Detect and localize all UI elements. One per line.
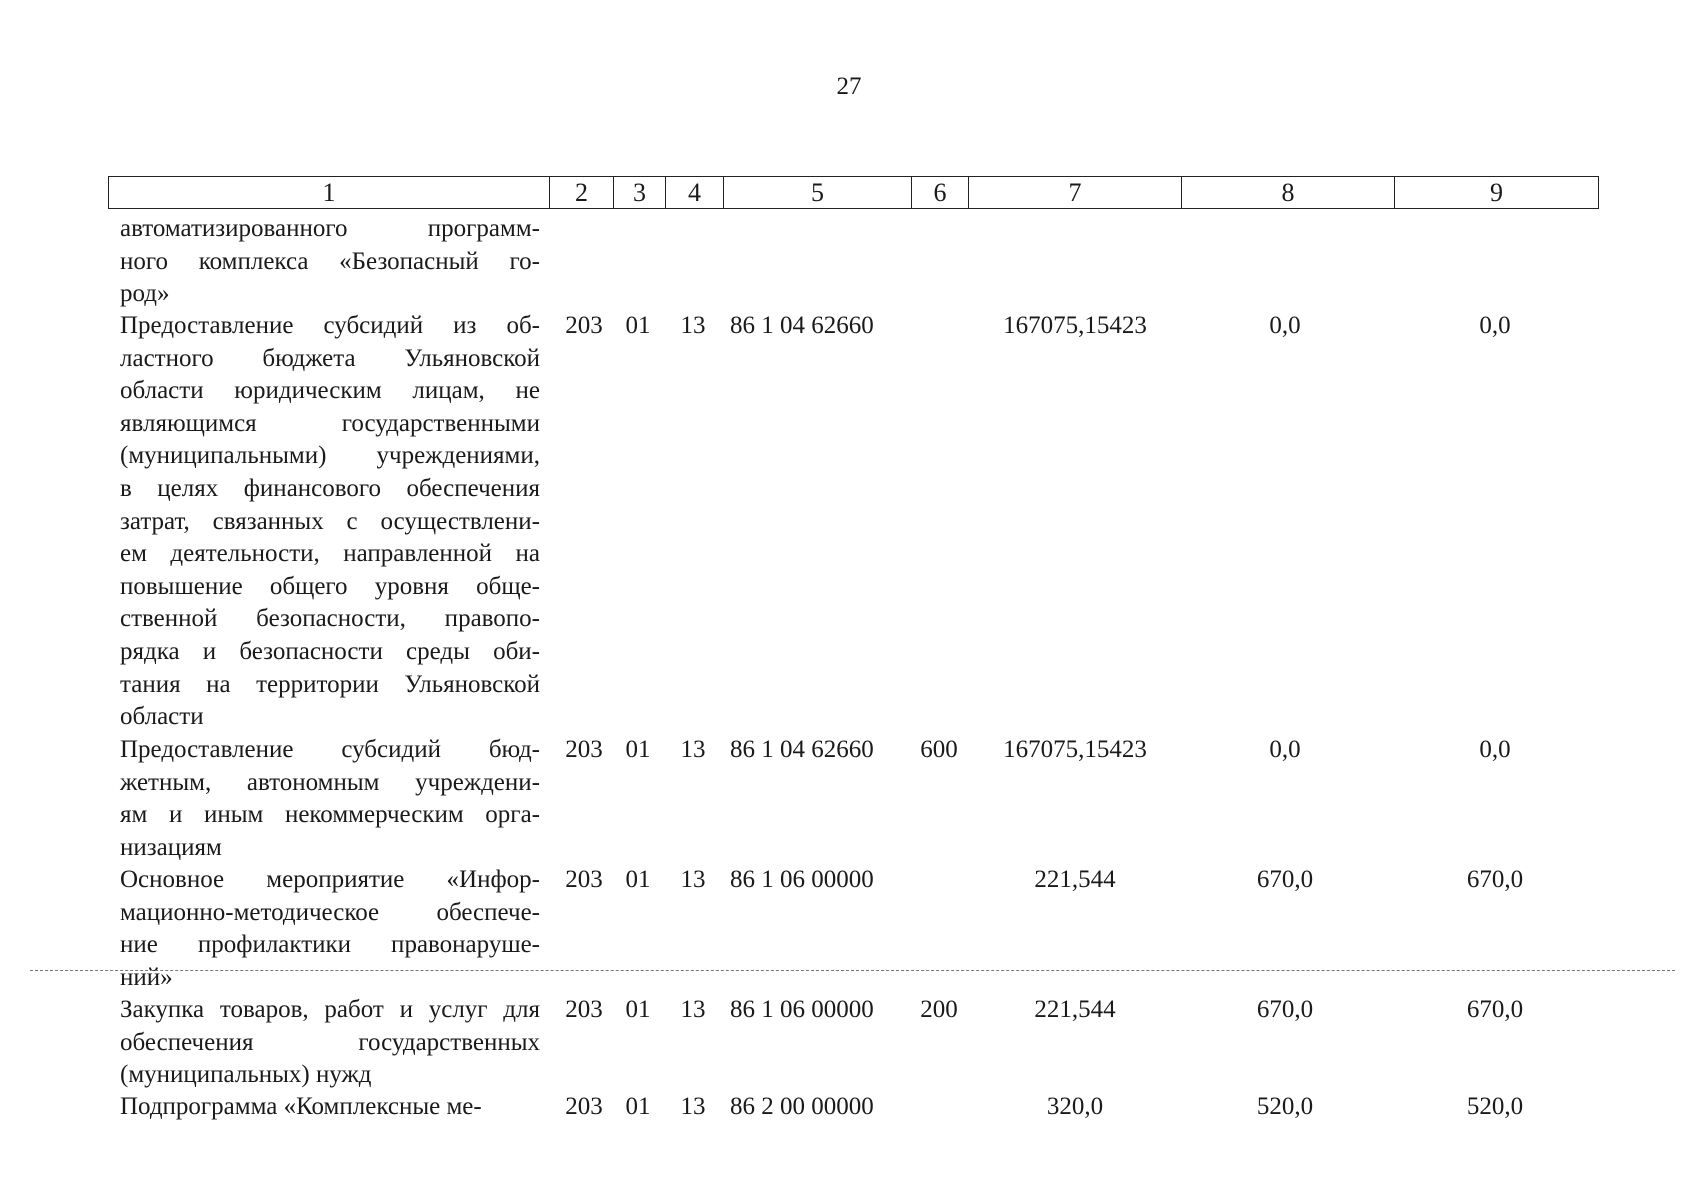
row-cell-col-7: 221,544 <box>1034 996 1116 1023</box>
row-cell-col-9: 670,0 <box>1466 996 1524 1023</box>
row-cell-col-2: 203 <box>565 736 603 763</box>
row-cell-col-5: 86 1 04 62660 <box>730 312 874 339</box>
description-line: Предоставление субсидий бюд- <box>120 736 540 763</box>
row-cell-col-5: 86 1 06 00000 <box>730 866 874 893</box>
description-line: Предоставление субсидий из об- <box>120 312 540 339</box>
row-cell-col-6: 200 <box>920 996 958 1023</box>
description-line: повышение общего уровня обще- <box>120 572 540 600</box>
description-line: ластного бюджета Ульяновской <box>120 344 540 372</box>
description-line: ние профилактики правонаруше- <box>120 931 540 959</box>
column-header-3: 3 <box>614 177 666 209</box>
row-cell-col-3: 01 <box>625 866 651 893</box>
column-header-5: 5 <box>724 177 912 209</box>
description-line: Основное мероприятие «Инфор- <box>120 866 540 893</box>
row-cell-col-5: 86 1 06 00000 <box>730 996 874 1023</box>
description-line: мационно-методическое обеспече- <box>120 898 540 926</box>
row-cell-col-4: 13 <box>680 996 706 1023</box>
row-cell-col-9: 0,0 <box>1479 312 1511 339</box>
description-line: рядка и безопасности среды оби- <box>120 637 540 665</box>
column-header-1: 1 <box>109 177 550 209</box>
row-cell-col-6: 600 <box>920 736 958 763</box>
description-line: Закупка товаров, работ и услуг для <box>120 996 540 1023</box>
description-line: ного комплекса «Безопасный го- <box>120 247 540 275</box>
row-cell-col-5: 86 2 00 00000 <box>730 1093 874 1120</box>
description-line: (муниципальных) нужд <box>120 1061 372 1089</box>
row-cell-col-9: 670,0 <box>1466 866 1524 893</box>
description-line: (муниципальными) учреждениями, <box>120 442 540 470</box>
row-cell-col-4: 13 <box>680 866 706 893</box>
description-line: обеспечения государственных <box>120 1028 540 1056</box>
row-cell-col-4: 13 <box>680 1093 706 1120</box>
row-cell-col-8: 0,0 <box>1269 312 1301 339</box>
description-line: области юридическим лицам, не <box>120 377 540 405</box>
row-cell-col-8: 0,0 <box>1269 736 1301 763</box>
row-cell-col-3: 01 <box>625 1093 651 1120</box>
row-cell-col-8: 670,0 <box>1256 996 1314 1023</box>
row-cell-col-8: 520,0 <box>1256 1093 1314 1120</box>
description-line: являющимся государственными <box>120 409 540 437</box>
row-description <box>120 734 540 864</box>
description-line: в целях финансового обеспечения <box>120 474 540 502</box>
row-cell-col-3: 01 <box>625 996 651 1023</box>
column-header-4: 4 <box>666 177 724 209</box>
column-header-6: 6 <box>912 177 969 209</box>
column-header-7: 7 <box>969 177 1182 209</box>
row-cell-col-7: 167075,15423 <box>1003 736 1147 763</box>
description-line: тания на территории Ульяновской <box>120 670 540 698</box>
row-cell-col-7: 167075,15423 <box>1003 312 1147 339</box>
description-line: ний» <box>120 963 173 991</box>
row-description <box>120 310 540 734</box>
description-line: области <box>120 703 204 731</box>
row-cell-col-9: 520,0 <box>1466 1093 1524 1120</box>
description-line: затрат, связанных с осуществлени- <box>120 507 540 535</box>
row-description <box>120 864 540 994</box>
column-header-8: 8 <box>1182 177 1395 209</box>
description-line: жетным, автономным учреждени- <box>120 768 540 796</box>
row-description <box>120 994 540 1092</box>
row-cell-col-3: 01 <box>625 736 651 763</box>
description-line: автоматизированного программ- <box>120 215 540 242</box>
description-line: ям и иным некоммерческим орга- <box>120 801 540 829</box>
description-line: Подпрограмма «Комплексные ме- <box>120 1093 482 1120</box>
row-cell-col-3: 01 <box>625 312 651 339</box>
row-cell-col-2: 203 <box>565 996 603 1023</box>
page-fold-line <box>30 970 1675 971</box>
description-line: низациям <box>120 833 222 861</box>
description-line: ственной безопасности, правопо- <box>120 605 540 633</box>
row-cell-col-4: 13 <box>680 312 706 339</box>
column-header-9: 9 <box>1395 177 1599 209</box>
row-cell-col-2: 203 <box>565 312 603 339</box>
row-description <box>120 1091 540 1124</box>
table-header <box>108 176 1599 209</box>
row-cell-col-4: 13 <box>680 736 706 763</box>
description-line: ем деятельности, направленной на <box>120 540 540 568</box>
row-cell-col-8: 670,0 <box>1256 866 1314 893</box>
column-header-2: 2 <box>550 177 614 209</box>
row-cell-col-5: 86 1 04 62660 <box>730 736 874 763</box>
row-cell-col-7: 221,544 <box>1034 866 1116 893</box>
row-cell-col-2: 203 <box>565 1093 603 1120</box>
row-cell-col-7: 320,0 <box>1046 1093 1104 1120</box>
row-cell-col-9: 0,0 <box>1479 736 1511 763</box>
row-cell-col-2: 203 <box>565 866 603 893</box>
page-number: 27 <box>836 73 862 100</box>
description-line: род» <box>120 280 170 308</box>
row-description <box>120 213 540 311</box>
